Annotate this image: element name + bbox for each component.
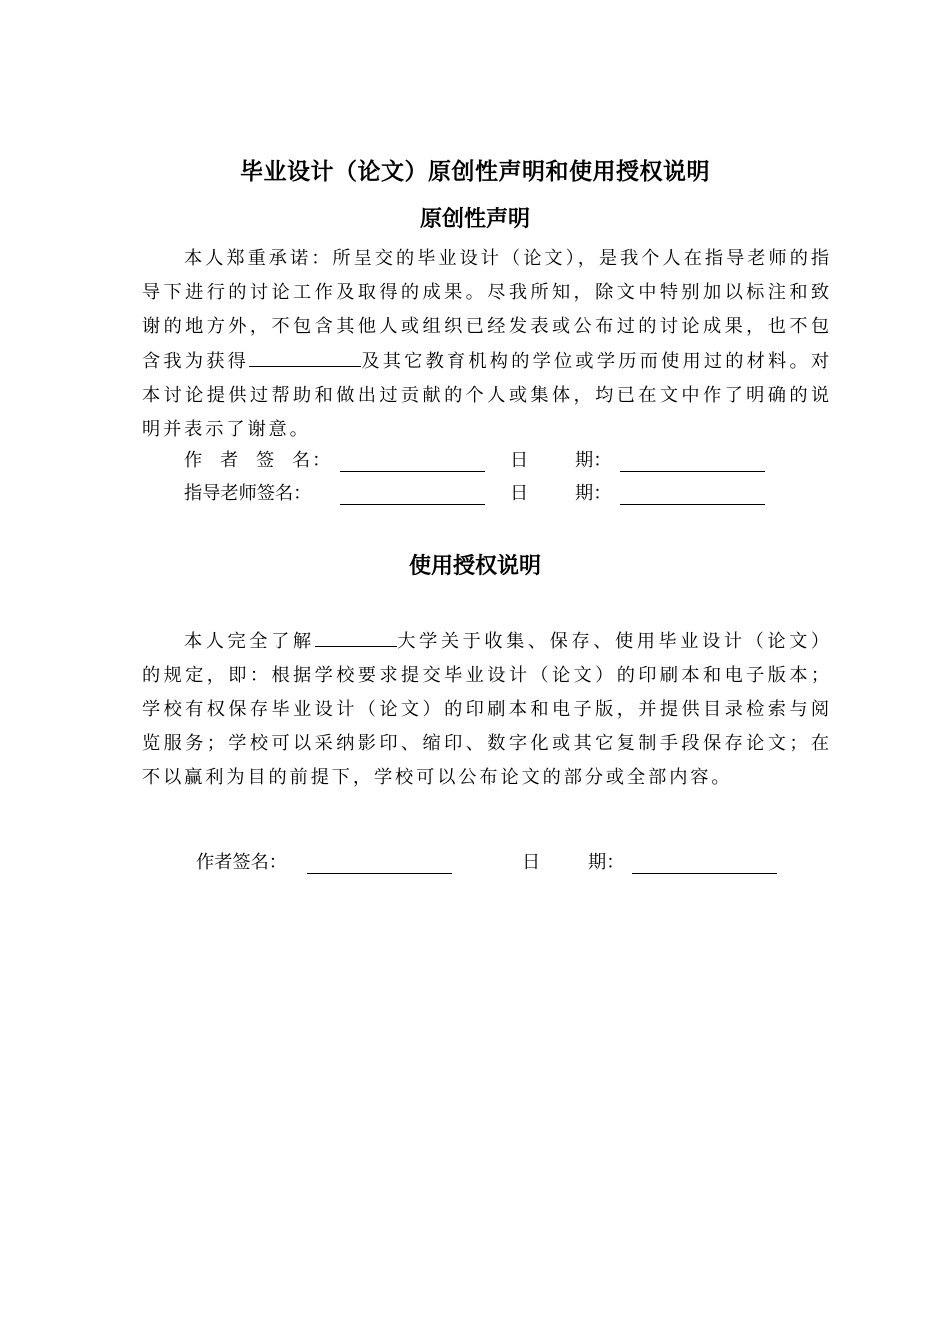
final-signature-row bbox=[0, 848, 950, 878]
final-date-label-char1: 日 bbox=[522, 852, 541, 873]
document-title: 毕业设计（论文）原创性声明和使用授权说明 bbox=[240, 159, 710, 185]
authorization-paragraph bbox=[142, 624, 832, 795]
final-date-label-char2: 期： bbox=[588, 852, 625, 873]
degree-blank-field[interactable] bbox=[249, 344, 361, 367]
originality-paragraph bbox=[142, 242, 832, 447]
advisor-date-label-char1: 日 bbox=[510, 483, 529, 504]
author-signature-row bbox=[0, 446, 950, 476]
advisor-sign-label: 指导老师签名： bbox=[184, 483, 312, 504]
advisor-sign-field[interactable] bbox=[340, 504, 485, 505]
originality-text-part1: 本人郑重承诺：所呈交的毕业设计（论文），是我个人在指导老师的指导下进行的讨论工作及取得的成果。尽我所知，除文中特别加以标注和致谢的地方外，不包含其他人或组织已经发表或公布过的讨论成果，也不包含我为获得 bbox=[142, 248, 832, 372]
authorization-text-part1: 本人完全了解 bbox=[184, 631, 315, 652]
advisor-signature-row bbox=[0, 479, 950, 509]
final-author-sign-label: 作者签名： bbox=[196, 852, 287, 873]
advisor-date-label-char2: 期： bbox=[575, 483, 612, 504]
author-date-field[interactable] bbox=[620, 471, 765, 472]
date-label-char2: 期： bbox=[575, 450, 612, 471]
originality-text-part2: 及其它教育机构的学位或学历而使用过的材料。对本讨论提供过帮助和做出过贡献的个人或集体，均已在文中作了明确的说明并表示了谢意。 bbox=[142, 351, 832, 440]
advisor-date-field[interactable] bbox=[620, 504, 765, 505]
final-date-field[interactable] bbox=[632, 873, 777, 874]
author-sign-field[interactable] bbox=[340, 471, 485, 472]
author-sign-label: 作 者 签 名： bbox=[184, 450, 333, 471]
university-blank-field[interactable] bbox=[315, 624, 397, 647]
originality-heading: 原创性声明 bbox=[419, 207, 530, 232]
authorization-heading: 使用授权说明 bbox=[408, 554, 541, 579]
date-label-char1: 日 bbox=[510, 450, 529, 471]
authorization-text-part2: 大学关于收集、保存、使用毕业设计（论文）的规定，即：根据学校要求提交毕业设计（论文）的印刷本和电子版本；学校有权保存毕业设计（论文）的印刷本和电子版，并提供目录检索与阅览服务；学校可以采纳影印、缩印、数字化或其它复制手段保存论文；在不以赢利为目的前提下，学校可以公布论文的部分或全部内容。 bbox=[142, 631, 832, 788]
final-author-sign-field[interactable] bbox=[307, 873, 452, 874]
